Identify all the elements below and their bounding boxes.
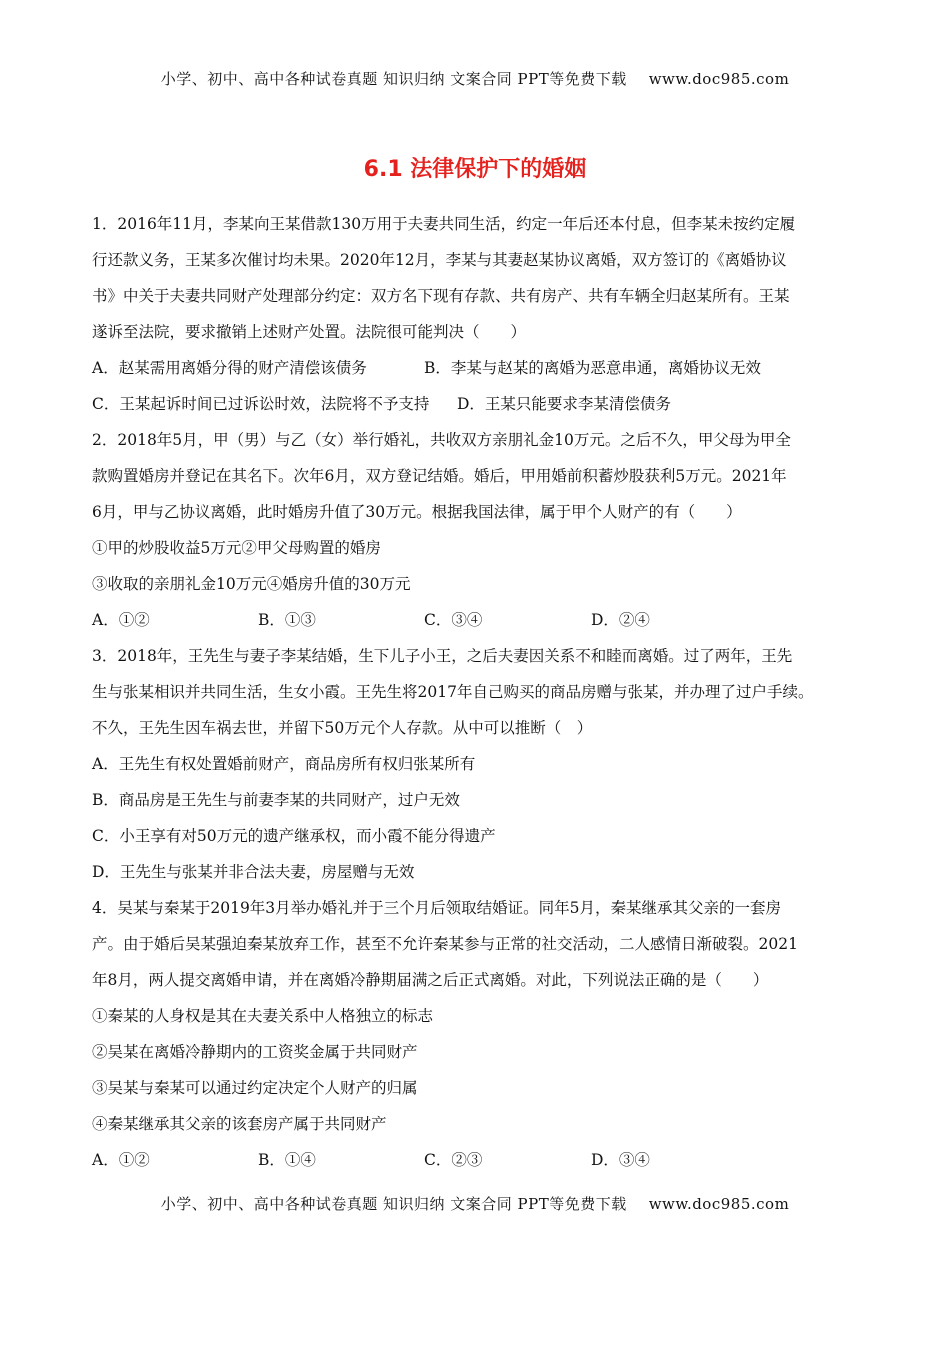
question-stem-line: 款购置婚房并登记在其名下。次年6月，双方登记结婚。婚后，甲用婚前积蓄炒股获利5万元。2021年	[92, 467, 787, 485]
question-stem-line: 6月，甲与乙协议离婚，此时婚房升值了30万元。根据我国法律，属于甲个人财产的有（ ）	[92, 503, 742, 521]
option-a[interactable]: A．王先生有权处置婚前财产，商品房所有权归张某所有	[92, 755, 476, 773]
question-stem-line: 3．2018年，王先生与妻子李某结婚，生下儿子小王，之后夫妻因关系不和睦而离婚。过了两年，王先	[92, 647, 793, 665]
page-footer	[0, 1193, 950, 1214]
question-stem-line: 不久，王先生因车祸去世，并留下50万元个人存款。从中可以推断（ ）	[92, 719, 593, 737]
question-stem-line: 书》中关于夫妻共同财产处理部分约定：双方名下现有存款、共有房产、共有车辆全归赵某所有。王某	[92, 287, 790, 305]
question-stem-line: 生与张某相识并共同生活，生女小霞。王先生将2017年自己购买的商品房赠与张某，并办理了过户手续。	[92, 683, 814, 701]
option-d[interactable]: D．③④	[591, 1151, 650, 1169]
question-4	[92, 890, 858, 1178]
header-url[interactable]: www.doc985.com	[648, 70, 790, 88]
option-d[interactable]: D．王先生与张某并非合法夫妻，房屋赠与无效	[92, 863, 415, 881]
option-b[interactable]: B．李某与赵某的离婚为恶意串通，离婚协议无效	[424, 359, 761, 377]
option-row	[92, 1142, 858, 1178]
header-text: 小学、初中、高中各种试卷真题 知识归纳 文案合同 PPT等免费下载	[160, 70, 627, 88]
option-a[interactable]: A．赵某需用离婚分得的财产清偿该债务	[92, 359, 367, 377]
option-a[interactable]: A．①②	[92, 1151, 150, 1169]
option-c[interactable]: C．小王享有对50万元的遗产继承权，而小霞不能分得遗产	[92, 827, 496, 845]
page-header	[0, 68, 950, 89]
option-b[interactable]: B．①③	[258, 611, 316, 629]
option-c[interactable]: C．王某起诉时间已过诉讼时效，法院将不予支持	[92, 395, 430, 413]
option-row	[92, 602, 858, 638]
option-b[interactable]: B．①④	[258, 1151, 316, 1169]
question-stem-line: 4．吴某与秦某于2019年3月举办婚礼并于三个月后领取结婚证。同年5月，秦某继承其父亲的一套房	[92, 899, 782, 917]
option-b[interactable]: B．商品房是王先生与前妻李某的共同财产，过户无效	[92, 791, 460, 809]
option-row	[92, 350, 858, 386]
question-3	[92, 638, 858, 890]
question-stem-line: 行还款义务，王某多次催讨均未果。2020年12月，李某与其妻赵某协议离婚，双方签订的《离婚协议	[92, 251, 787, 269]
option-c[interactable]: C．②③	[424, 1151, 483, 1169]
question-stem-line: 遂诉至法院，要求撤销上述财产处置。法院很可能判决（ ）	[92, 323, 527, 341]
option-a[interactable]: A．①②	[92, 611, 150, 629]
statement-item: ③吴某与秦某可以通过约定决定个人财产的归属	[92, 1079, 418, 1097]
statement-item: ②吴某在离婚冷静期内的工资奖金属于共同财产	[92, 1043, 418, 1061]
question-stem-line: 2．2018年5月，甲（男）与乙（女）举行婚礼，共收双方亲朋礼金10万元。之后不久，甲父母为甲全	[92, 431, 791, 449]
question-stem-line: 产。由于婚后吴某强迫秦某放弃工作，甚至不允许秦某参与正常的社交活动，二人感情日渐破裂。2021	[92, 935, 798, 953]
footer-url[interactable]: www.doc985.com	[648, 1195, 790, 1213]
option-row	[92, 386, 858, 422]
statement-item: ④秦某继承其父亲的该套房产属于共同财产	[92, 1115, 387, 1133]
statement-item: ③收取的亲朋礼金10万元④婚房升值的30万元	[92, 575, 411, 593]
statement-item: ①秦某的人身权是其在夫妻关系中人格独立的标志	[92, 1007, 434, 1025]
question-list	[92, 206, 858, 1178]
question-2	[92, 422, 858, 638]
page-title: 6.1 法律保护下的婚姻	[363, 157, 587, 182]
question-stem-line: 年8月，两人提交离婚申请，并在离婚冷静期届满之后正式离婚。对此，下列说法正确的是（ ）	[92, 971, 769, 989]
option-d[interactable]: D．王某只能要求李某清偿债务	[457, 395, 671, 413]
option-c[interactable]: C．③④	[424, 611, 483, 629]
option-d[interactable]: D．②④	[591, 611, 650, 629]
statement-item: ①甲的炒股收益5万元②甲父母购置的婚房	[92, 539, 381, 557]
question-1	[92, 206, 858, 422]
question-stem-line: 1．2016年11月，李某向王某借款130万用于夫妻共同生活，约定一年后还本付息，但李某未按约定履	[92, 215, 796, 233]
footer-text: 小学、初中、高中各种试卷真题 知识归纳 文案合同 PPT等免费下载	[160, 1195, 627, 1213]
